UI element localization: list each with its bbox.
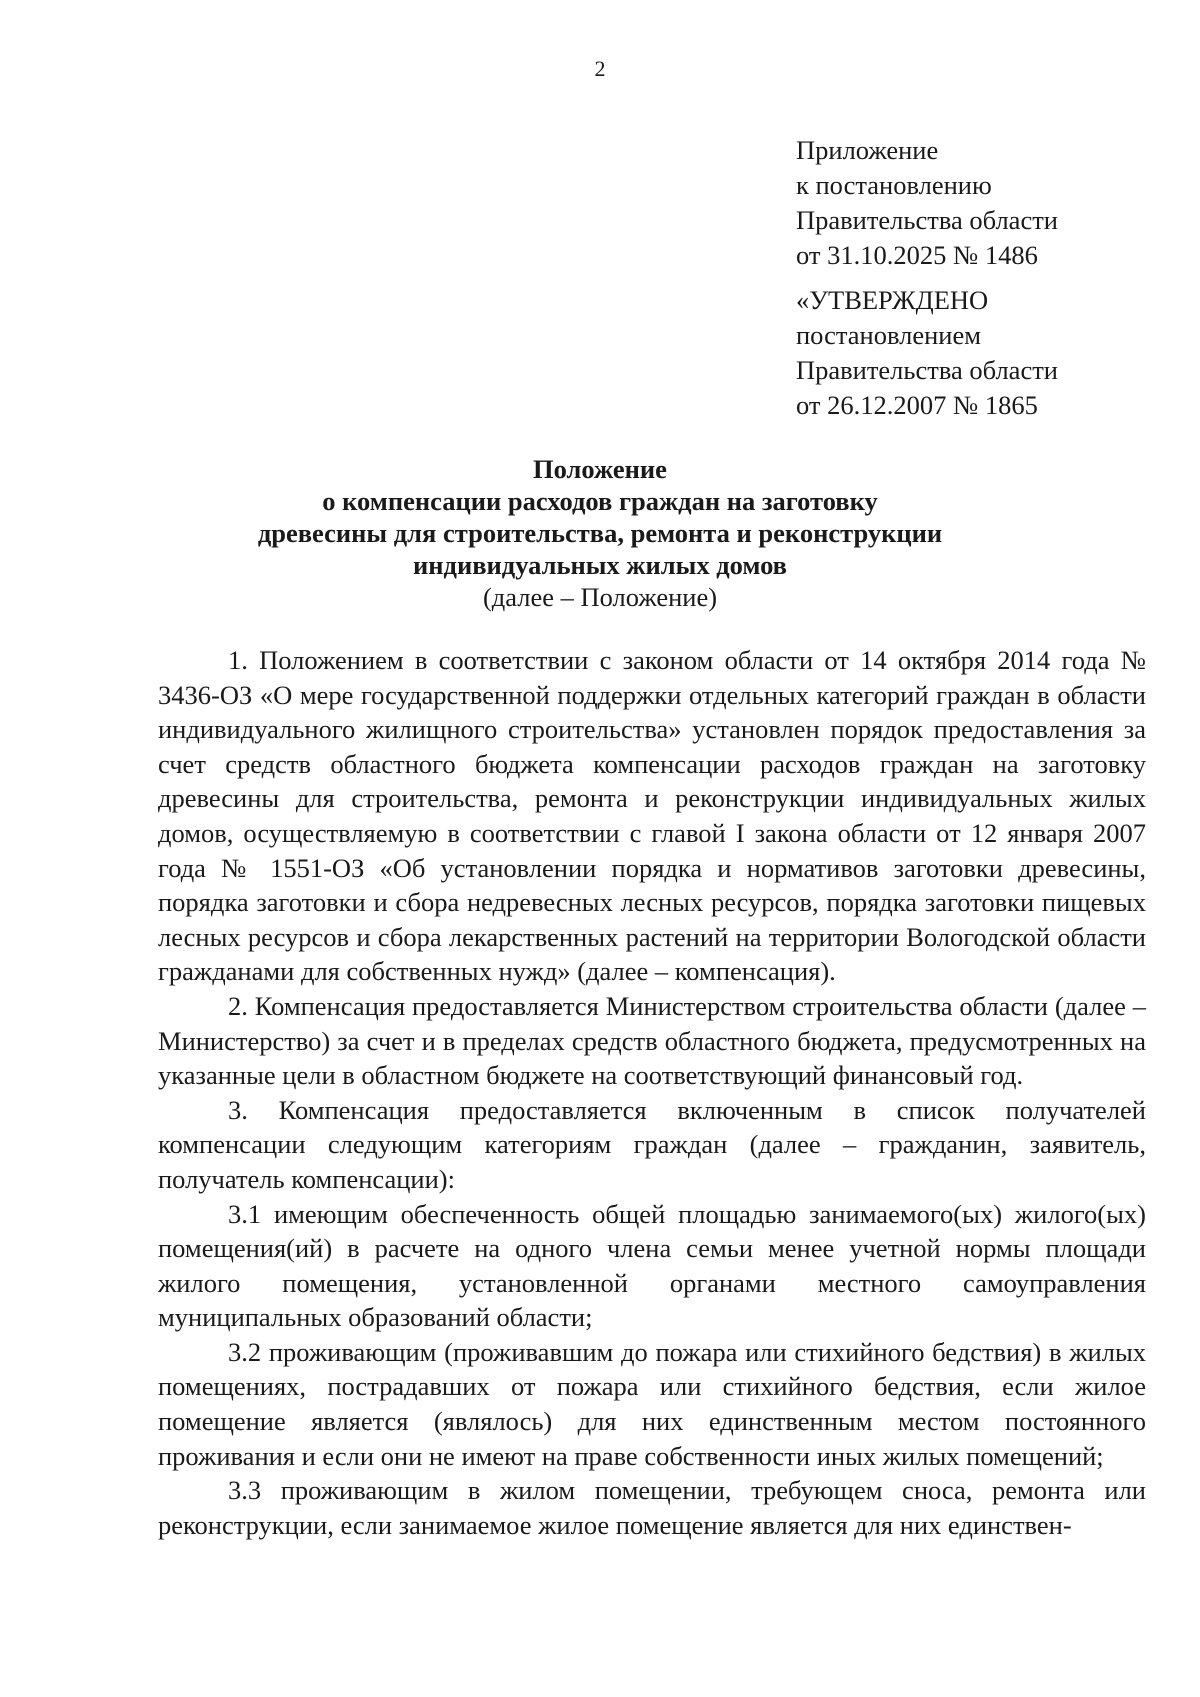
paragraph: 3.2 проживающим (проживавшим до пожара или стихийного бедствия) в жилых помещениях, пострадавших от пожара или стихийного бедствия, если жилое помещение является (являлось) для них единственным местом постоянного проживания и если они не имеют на праве собственности иных жилых помещений; [158, 1336, 1146, 1471]
paragraph: 2. Компенсация предоставляется Министерством строительства области (далее – Министерство) за счет и в пределах средств областного бюджета, предусмотренных на указанные цели в областном бюджете на соответствующий финансовый год. [158, 990, 1146, 1091]
approved-line: от 26.12.2007 № 1865 [796, 390, 1038, 420]
title-line: древесины для строительства, ремонта и реконструкции [257, 518, 943, 548]
approved-line: «УТВЕРЖДЕНО [796, 285, 989, 315]
title-subtitle: (далее – Положение) [482, 582, 718, 612]
approved-line: постановлением [796, 320, 981, 350]
paragraph: 3. Компенсация предоставляется включенным в список получателей компенсации следующим категориям граждан (далее – гражданин, заявитель, получатель компенсации): [158, 1094, 1146, 1194]
page-number: 2 [594, 56, 606, 81]
appendix-line: к постановлению [796, 170, 992, 200]
paragraph: 3.1 имеющим обеспеченность общей площадью занимаемого(ых) жилого(ых) помещения(ий) в расчете на одного члена семьи менее учетной нормы площади жилого помещения, установленной органами местного самоуправления муниципальных образований области; [158, 1198, 1146, 1333]
appendix-line: Приложение [796, 135, 939, 165]
paragraph: 1. Положением в соответствии с законом области от 14 октября 2014 года № 3436-ОЗ «О мере государственной поддержки отдельных категорий граждан в области индивидуального жилищного строительства» установлен порядок предоставления за счет средств областного бюджета компенсации расходов граждан на заготовку древесины для строительства, ремонта и реконструкции индивидуальных жилых домов, осуществляемую в соответствии с главой I закона области от 12 января 2007 года № 1551-ОЗ «Об установлении порядка и нормативов заготовки древесины, порядка заготовки и сбора недревесных лесных ресурсов, порядка заготовки пищевых лесных ресурсов и сбора лекарственных растений на территории Вологодской области гражданами для собственных нужд» (далее – компенсация). [158, 645, 1146, 987]
title-line: Положение [533, 454, 667, 484]
appendix-line: от 31.10.2025 № 1486 [796, 240, 1038, 270]
appendix-line: Правительства области [796, 205, 1058, 235]
title-line: индивидуальных жилых домов [413, 550, 787, 580]
paragraph: 3.3 проживающим в жилом помещении, требующем сноса, ремонта или реконструкции, если занимаемое жилое помещение является для них единствен- [158, 1475, 1146, 1540]
document-title [0, 453, 1200, 613]
appendix-block [796, 133, 1176, 273]
approved-line: Правительства области [796, 355, 1058, 385]
title-line: о компенсации расходов граждан на заготовку [322, 486, 878, 516]
approved-block [796, 283, 1176, 423]
document-body [158, 643, 1146, 1542]
